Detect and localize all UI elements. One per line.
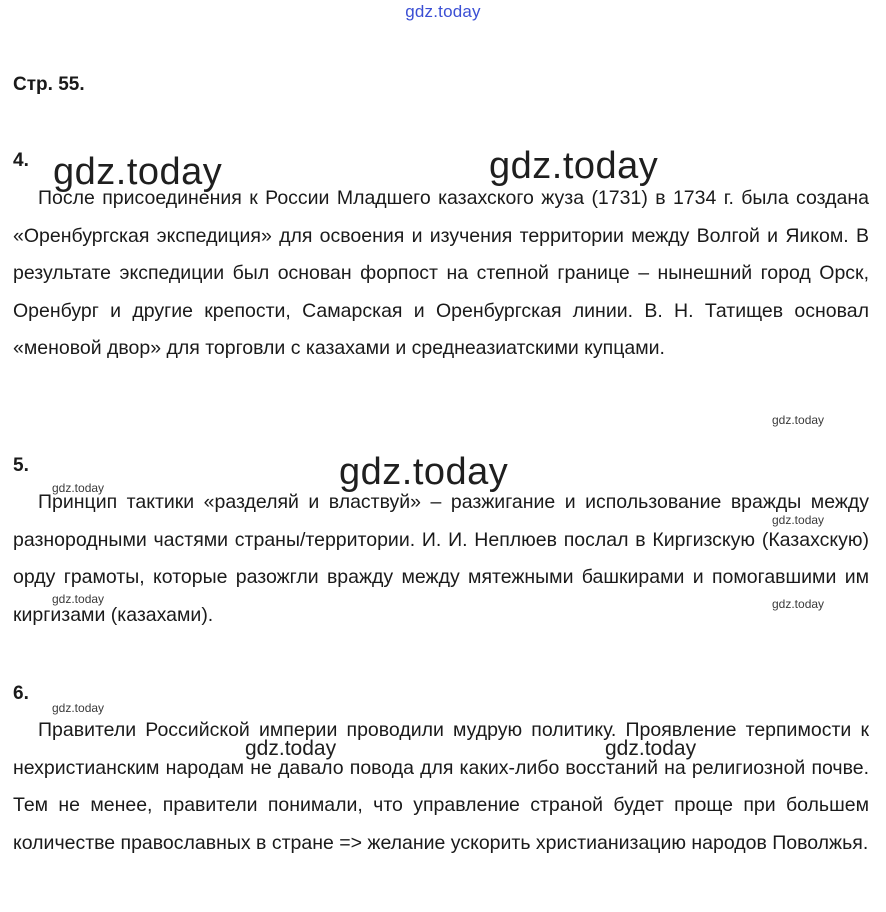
watermark-small: gdz.today bbox=[52, 701, 105, 715]
section-number-5: 5. bbox=[13, 455, 29, 476]
section-6-body: Правители Российской империи проводили мудрую политику. Проявление терпимости к нехристианским народам не давало повода для каких-либо восстаний на религиозной почве. Тем не менее, правители понимали, что управление страной будет проще при большем количестве православных в стране => желание ускорить христианизацию народов Поволжья. bbox=[13, 719, 869, 854]
watermark-small: gdz.today bbox=[52, 592, 105, 606]
site-watermark-top: gdz.today bbox=[405, 2, 481, 21]
page-title: Стр. 55. bbox=[13, 74, 85, 95]
watermark-small: gdz.today bbox=[772, 513, 825, 527]
section-5-body: Принцип тактики «разделяй и властвуй» – разжигание и использование вражды между разнородными частями страны/территории. И. И. Неплюев послал в Киргизскую (Казахскую) орду грамоты, которые разожгли вражду между мятежными башкирами и помогавшими им киргизами (казахами). bbox=[13, 491, 869, 626]
watermark-medium: gdz.today bbox=[605, 737, 697, 760]
section-number-4: 4. bbox=[13, 150, 29, 171]
watermark-large: gdz.today bbox=[53, 151, 223, 193]
section-text-4 bbox=[13, 180, 869, 368]
section-4-body: После присоединения к России Младшего казахского жуза (1731) в 1734 г. была создана «Оренбургская экспедиция» для освоения и изучения территории между Волгой и Яиком. В результате экспедиции был основан форпост на степной границе – нынешний город Орск, Оренбург и другие крепости, Самарская и Оренбургская линии. В. Н. Татищев основал «меновой двор» для торговли с казахами и среднеазиатскими купцами. bbox=[13, 187, 869, 359]
watermark-small: gdz.today bbox=[772, 413, 825, 427]
watermark-large: gdz.today bbox=[489, 145, 659, 187]
section-text-5 bbox=[13, 481, 869, 634]
section-text-6 bbox=[13, 712, 869, 862]
watermark-small: gdz.today bbox=[772, 597, 825, 611]
section-number-6: 6. bbox=[13, 683, 29, 704]
watermark-small: gdz.today bbox=[52, 481, 105, 495]
watermark-large: gdz.today bbox=[339, 451, 509, 493]
watermark-medium: gdz.today bbox=[245, 737, 337, 760]
